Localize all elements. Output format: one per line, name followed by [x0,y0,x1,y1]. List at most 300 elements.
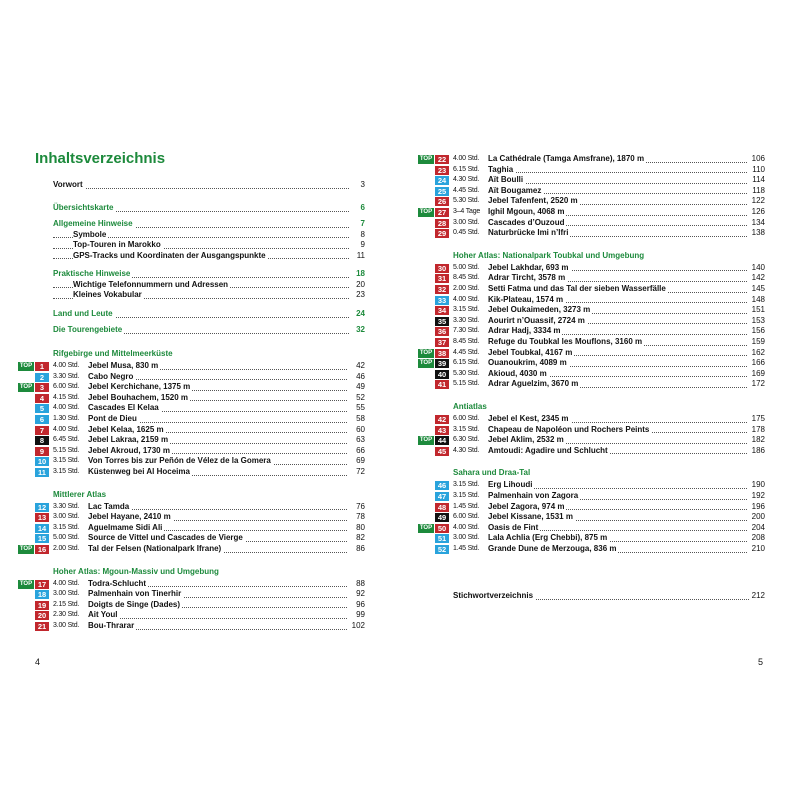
tour-number-badge: 3 [35,383,49,392]
tour-name: Grande Dune de Merzouga, 836 m [488,544,617,553]
tour-duration: 3.00 Std. [53,590,80,598]
tour-page: 178 [751,424,765,434]
entry-page: 3 [360,180,365,189]
tour-row[interactable] [18,393,365,404]
toc-general-entries [53,180,365,191]
tour-name: Von Torres bis zur Peñón de Vélez de la Gomera [88,456,271,466]
tour-row[interactable] [418,207,765,218]
tour-row[interactable] [418,295,765,306]
dot-leader [53,188,349,189]
tour-name: Aït Bougamez [488,185,542,195]
tour-page: 110 [752,164,765,174]
tour-duration: 5.15 Std. [53,446,80,454]
tour-number-badge: 27 [435,208,449,217]
tour-row[interactable] [18,610,365,621]
tour-row[interactable] [18,533,365,544]
tour-page: 208 [751,533,765,543]
tour-page: 88 [356,578,365,588]
tour-name: Jebel Bouhachem, 1520 m [88,392,189,402]
tour-duration: 3.00 Std. [53,622,80,629]
tour-page: 145 [751,284,765,293]
tour-duration: 3.00 Std. [453,534,480,542]
tour-page: 162 [751,347,765,357]
tour-duration: 3.15 Std. [53,457,80,465]
tour-page: 122 [751,196,765,206]
top-badge: TOP [19,363,33,369]
tour-row[interactable] [18,544,365,555]
toc-entry-index[interactable] [453,591,765,602]
tour-page: 92 [356,589,365,599]
tour-row[interactable] [418,337,765,348]
tour-name: Naturbrücke Imi n’Ifri [488,228,569,238]
toc-title: Inhaltsverzeichnis [35,150,166,167]
tour-row[interactable] [418,284,765,295]
tour-duration: 8.45 Std. [453,338,480,345]
tour-number-badge: 5 [35,404,49,413]
tour-duration: 4.15 Std. [53,393,80,401]
tour-page: 210 [751,544,765,553]
tour-name: Jebel Lakhdar, 693 m [488,262,569,272]
tour-page: 142 [751,273,765,283]
toc-entry-vorwort[interactable] [53,180,365,191]
tour-duration: 1.45 Std. [453,502,480,510]
tour-duration: 1.30 Std. [53,415,80,422]
tour-number-badge: 4 [35,394,49,403]
tour-name: Chapeau de Napoléon und Rochers Peints [488,424,650,434]
tour-duration: 3.00 Std. [53,513,80,521]
section-heading: Rifgebirge und Mittelmeerküste [53,349,173,358]
top-badge: TOP [419,437,433,444]
tour-name: Jebel el Kest, 2345 m [488,414,569,423]
tour-name: Source de Vittel und Cascades de Vierge [88,533,243,543]
top-badge: TOP [19,580,33,587]
tour-number-badge: 42 [435,415,449,424]
top-badge: TOP [419,349,433,356]
tour-name: Kik-Plateau, 1574 m [488,294,564,304]
tour-page: 192 [751,491,765,500]
tour-name: Jebel Kissane, 1531 m [488,512,573,522]
tour-row[interactable] [418,414,765,425]
tour-row[interactable] [418,379,765,390]
tour-row[interactable] [18,425,365,436]
tour-page: 126 [751,207,765,216]
tour-duration: 3.00 Std. [453,218,480,226]
tour-number-badge: 2 [35,373,49,382]
tour-duration: 6.00 Std. [453,415,480,422]
tour-duration: 5.30 Std. [453,369,480,377]
entry-page: 24 [356,309,365,318]
tour-name: Taghia [488,164,514,174]
tour-row[interactable] [18,502,365,513]
tour-name: Jebel Lakraa, 2159 m [88,435,169,445]
tour-page: 172 [751,379,765,389]
tour-page: 86 [356,544,365,553]
tour-page: 182 [751,435,765,445]
tour-page: 200 [751,512,765,522]
tour-duration: 4.00 Std. [453,155,480,162]
tour-number-badge: 49 [435,513,449,522]
tour-name: Jebel Aklim, 2532 m [488,435,564,445]
toc-entry-land[interactable] [53,309,365,320]
tour-name: Palmenhain von Zagora [488,491,579,500]
tour-number-badge: 7 [35,426,49,435]
tour-number-badge: 41 [435,380,449,389]
tour-name: Akioud, 4030 m [488,368,547,378]
dot-leader [488,183,747,184]
toc-entry-gps[interactable] [53,251,365,262]
tour-page: 49 [356,382,365,392]
toc-practical-block [53,269,365,301]
top-badge: TOP [19,384,33,391]
tour-number-badge: 39 [435,359,449,368]
tour-number-badge: 29 [435,229,449,238]
tour-duration: 6.00 Std. [453,513,480,521]
tour-row[interactable] [418,435,765,446]
tour-name: Oasis de Fint [488,522,539,532]
tour-number-badge: 31 [435,274,449,283]
tour-row[interactable] [418,263,765,274]
tour-row[interactable] [418,446,765,457]
page-number-right: 5 [758,657,764,667]
tour-number-badge: 19 [35,601,49,610]
tour-page: 66 [356,445,365,455]
tour-duration: 2.00 Std. [453,285,480,292]
tour-duration: 6.45 Std. [53,436,80,444]
tour-page: 60 [356,424,365,434]
section-heading: Antiatlas [453,402,487,411]
tour-number-badge: 22 [435,155,449,164]
top-badge: TOP [419,156,433,162]
entry-label: Vorwort [53,180,83,189]
toc-entry-phone[interactable] [53,280,365,291]
tour-duration: 3.15 Std. [453,306,480,314]
tour-name: Jebel Oukaimeden, 3273 m [488,305,591,315]
entry-label: Kleines Vokabular [73,290,142,299]
page-number-left: 4 [35,657,41,667]
tour-duration: 5.00 Std. [53,534,80,542]
tour-row[interactable] [18,382,365,393]
tour-number-badge: 23 [435,166,449,175]
toc-land-block [53,309,365,320]
tour-duration: 3.15 Std. [453,481,480,489]
tour-page: 138 [751,228,765,238]
tour-row[interactable] [418,358,765,369]
tour-row[interactable] [418,348,765,359]
tour-name: Jebel Tafenfent, 2520 m [488,196,578,206]
tour-number-badge: 33 [435,296,449,305]
tour-name: Todra-Schlucht [88,578,147,588]
tour-row[interactable] [418,154,765,165]
entry-label: Symbole [73,229,107,239]
tour-page: 118 [752,185,765,195]
tour-number-badge: 50 [435,524,449,533]
toc-entry-top-tours[interactable] [53,240,365,251]
tour-page: 153 [751,315,765,325]
tour-duration: 4.45 Std. [453,186,480,194]
tour-number-badge: 48 [435,503,449,512]
tour-row[interactable] [18,621,365,632]
tour-page: 102 [351,621,365,630]
tour-duration: 7.30 Std. [453,327,480,335]
tour-row[interactable] [18,372,365,383]
tour-number-badge: 46 [435,481,449,490]
tour-row[interactable] [418,544,765,555]
tour-row[interactable] [418,502,765,513]
toc-index-block [453,591,765,602]
toc-entry-symbols[interactable] [53,230,365,241]
tour-name: Ouanoukrim, 4089 m [488,358,567,368]
entry-label: Allgemeine Hinweise [53,219,133,228]
tour-page: 156 [751,326,765,336]
right-page [400,0,800,800]
tour-page: 80 [356,522,365,532]
tour-row[interactable] [18,414,365,425]
tour-page: 106 [751,154,765,163]
entry-page: 8 [360,229,365,239]
tour-number-badge: 15 [35,534,49,543]
tour-number-badge: 25 [435,187,449,196]
tour-duration: 4.30 Std. [453,446,480,454]
tour-row[interactable] [418,218,765,229]
tour-duration: 4.00 Std. [53,579,80,587]
tour-row[interactable] [18,456,365,467]
top-badge: TOP [419,524,433,531]
tour-row[interactable] [18,512,365,523]
toc-general-notes-block [53,219,365,261]
tour-number-badge: 8 [35,436,49,445]
tour-row[interactable] [418,175,765,186]
tour-number-badge: 32 [435,285,449,294]
section-heading: Sahara und Draa-Tal [453,468,531,478]
tour-name: Jebel Akroud, 1730 m [88,445,170,455]
tour-number-badge: 37 [435,338,449,347]
tour-name: Cascades El Kelaa [88,403,159,413]
tour-name: Palmenhain von Tinerhir [88,589,182,599]
tour-number-badge: 12 [35,503,49,512]
tour-page: 82 [356,533,365,543]
tour-number-badge: 44 [435,436,449,445]
tour-name: Doigts de Singe (Dades) [88,599,181,609]
tour-row[interactable] [418,533,765,544]
tour-page: 151 [751,305,765,315]
tour-name: Jebel Zagora, 974 m [488,501,565,511]
tour-row[interactable] [18,579,365,590]
tour-number-badge: 36 [435,327,449,336]
tour-page: 96 [356,599,365,609]
tour-number-badge: 1 [35,362,49,371]
tour-number-badge: 43 [435,426,449,435]
tour-name: Aourirt n’Ouassif, 2724 m [488,315,585,325]
toc-entry-practical[interactable] [53,269,365,280]
section-heading: Hoher Atlas: Mgoun-Massiv und Umgebung [53,566,219,576]
tour-row[interactable] [418,316,765,327]
tour-duration: 4.00 Std. [53,404,80,412]
tour-number-badge: 26 [435,197,449,206]
tour-page: 42 [356,361,365,370]
tour-row[interactable] [418,512,765,523]
entry-page: 11 [356,250,365,260]
tour-name: Cascades d’Ouzoud [488,217,565,227]
tour-row[interactable] [418,480,765,491]
tour-page: 204 [751,522,765,532]
tour-duration: 4.00 Std. [53,362,80,369]
tour-name: Cabo Negro [88,371,134,381]
tour-duration: 3.30 Std. [453,316,480,324]
tour-page: 166 [751,358,765,368]
tour-duration: 3–4 Tage [453,208,481,215]
entry-page: 6 [360,203,365,212]
entry-page: 9 [360,240,365,249]
tour-name: Refuge du Toubkal les Mouflons, 3160 m [488,337,643,346]
tour-number-badge: 18 [35,590,49,599]
tour-name: Ighil Mgoun, 4068 m [488,207,565,216]
tour-duration: 5.15 Std. [453,380,480,388]
tour-duration: 6.00 Std. [53,383,80,391]
tour-duration: 5.30 Std. [453,197,480,205]
tour-name: Pont de Dieu [88,414,137,423]
tour-duration: 0.45 Std. [453,229,480,237]
tour-page: 78 [356,512,365,522]
tour-number-badge: 10 [35,457,49,466]
tour-name: Adrar Hadj, 3334 m [488,326,561,336]
tour-row[interactable] [418,273,765,284]
tour-duration: 4.00 Std. [53,425,80,433]
entry-page: 212 [751,591,765,600]
tour-page: 196 [751,501,765,511]
toc-entry-general[interactable] [53,219,365,230]
tour-duration: 4.30 Std. [453,176,480,184]
tour-row[interactable] [418,491,765,502]
toc-areas-block [53,325,365,336]
tour-duration: 3.30 Std. [53,372,80,380]
tour-row[interactable] [18,523,365,534]
toc-entry-areas[interactable] [53,325,365,336]
tour-row[interactable] [18,435,365,446]
tour-duration: 2.15 Std. [53,600,80,608]
tour-row[interactable] [18,589,365,600]
tour-page: 55 [356,403,365,413]
tour-name: La Cathédrale (Tamga Amsfrane), 1870 m [488,154,645,163]
tour-name: Lala Achlia (Erg Chebbi), 875 m [488,533,608,543]
tour-name: Adrar Tircht, 3578 m [488,273,566,283]
tour-number-badge: 51 [435,534,449,543]
tour-row[interactable] [18,446,365,457]
tour-duration: 6.15 Std. [453,359,480,367]
tour-number-badge: 20 [35,611,49,620]
tour-row[interactable] [18,600,365,611]
tour-duration: 4.45 Std. [453,348,480,356]
tour-page: 46 [356,371,365,381]
tour-duration: 1.45 Std. [453,545,480,552]
entry-label: Die Tourengebiete [53,325,123,334]
dot-leader [488,172,747,173]
tour-row[interactable] [418,196,765,207]
tour-row[interactable] [18,403,365,414]
entry-page: 32 [356,325,365,334]
tour-number-badge: 34 [435,306,449,315]
tour-number-badge: 17 [35,580,49,589]
tour-page: 140 [751,262,765,272]
tour-number-badge: 13 [35,513,49,522]
tour-name: Jebel Hayane, 2410 m [88,512,171,522]
toc-entry-map[interactable] [53,203,365,214]
toc-map-block [53,203,365,214]
tour-row[interactable] [418,305,765,316]
tour-name: Tal der Felsen (Nationalpark Ifrane) [88,544,222,553]
tour-number-badge: 40 [435,370,449,379]
section-heading: Mittlerer Atlas [53,489,107,499]
top-badge: TOP [19,546,33,552]
tour-number-badge: 47 [435,492,449,501]
tour-duration: 3.15 Std. [53,468,80,475]
tour-name: Amtoudi: Agadire und Schlucht [488,445,608,455]
tour-duration: 3.30 Std. [53,502,80,510]
tour-page: 114 [752,175,765,185]
tour-row[interactable] [418,165,765,176]
entry-page: 7 [360,219,365,228]
tour-number-badge: 16 [35,545,49,554]
tour-name: Adrar Aguelzim, 3670 m [488,379,579,389]
tour-page: 58 [356,414,365,423]
tour-row[interactable] [418,523,765,534]
tour-number-badge: 28 [435,219,449,228]
tour-name: Bou-Thrarar [88,621,135,630]
entry-label: GPS-Tracks und Koordinaten der Ausgangspunkte [73,250,266,260]
entry-label: Praktische Hinweise [53,269,131,278]
entry-label: Übersichtskarte [53,203,114,212]
tour-name: Jebel Musa, 830 m [88,361,159,370]
tour-page: 134 [751,217,765,227]
tour-page: 175 [751,414,765,423]
tour-page: 159 [751,337,765,346]
entry-page: 18 [356,269,365,278]
tour-name: Aguelmame Sidi Ali [88,522,163,532]
tour-page: 169 [751,368,765,378]
tour-row[interactable] [18,361,365,372]
tour-row[interactable] [18,467,365,478]
tour-row[interactable] [418,228,765,239]
entry-label: Top-Touren in Marokko [73,240,161,249]
tour-page: 190 [751,480,765,490]
tour-name: Lac Tamda [88,501,130,511]
tour-page: 52 [356,392,365,402]
tour-duration: 4.00 Std. [453,523,480,531]
tour-page: 69 [356,456,365,466]
dot-leader [88,618,347,619]
tour-duration: 6.15 Std. [453,165,480,173]
tour-number-badge: 6 [35,415,49,424]
tour-duration: 2.30 Std. [53,611,80,619]
section-heading: Hoher Atlas: Nationalpark Toubkal und Umgebung [453,250,645,260]
tour-row[interactable] [418,425,765,436]
tour-number-badge: 11 [35,468,49,477]
tour-row[interactable] [418,369,765,380]
tour-duration: 6.30 Std. [453,436,480,444]
tour-name: Küstenweg bei Al Hoceima [88,467,190,476]
toc-entry-vocab[interactable] [53,290,365,301]
tour-number-badge: 9 [35,447,49,456]
tour-row[interactable] [418,186,765,197]
tour-page: 76 [356,501,365,511]
tour-number-badge: 21 [35,622,49,631]
entry-label: Wichtige Telefonnummern und Adressen [73,279,229,289]
tour-number-badge: 14 [35,524,49,533]
tour-row[interactable] [418,326,765,337]
top-badge: TOP [419,360,433,367]
tour-number-badge: 38 [435,349,449,358]
top-badge: TOP [419,209,433,215]
tour-name: Erg Lihoudi [488,480,533,490]
